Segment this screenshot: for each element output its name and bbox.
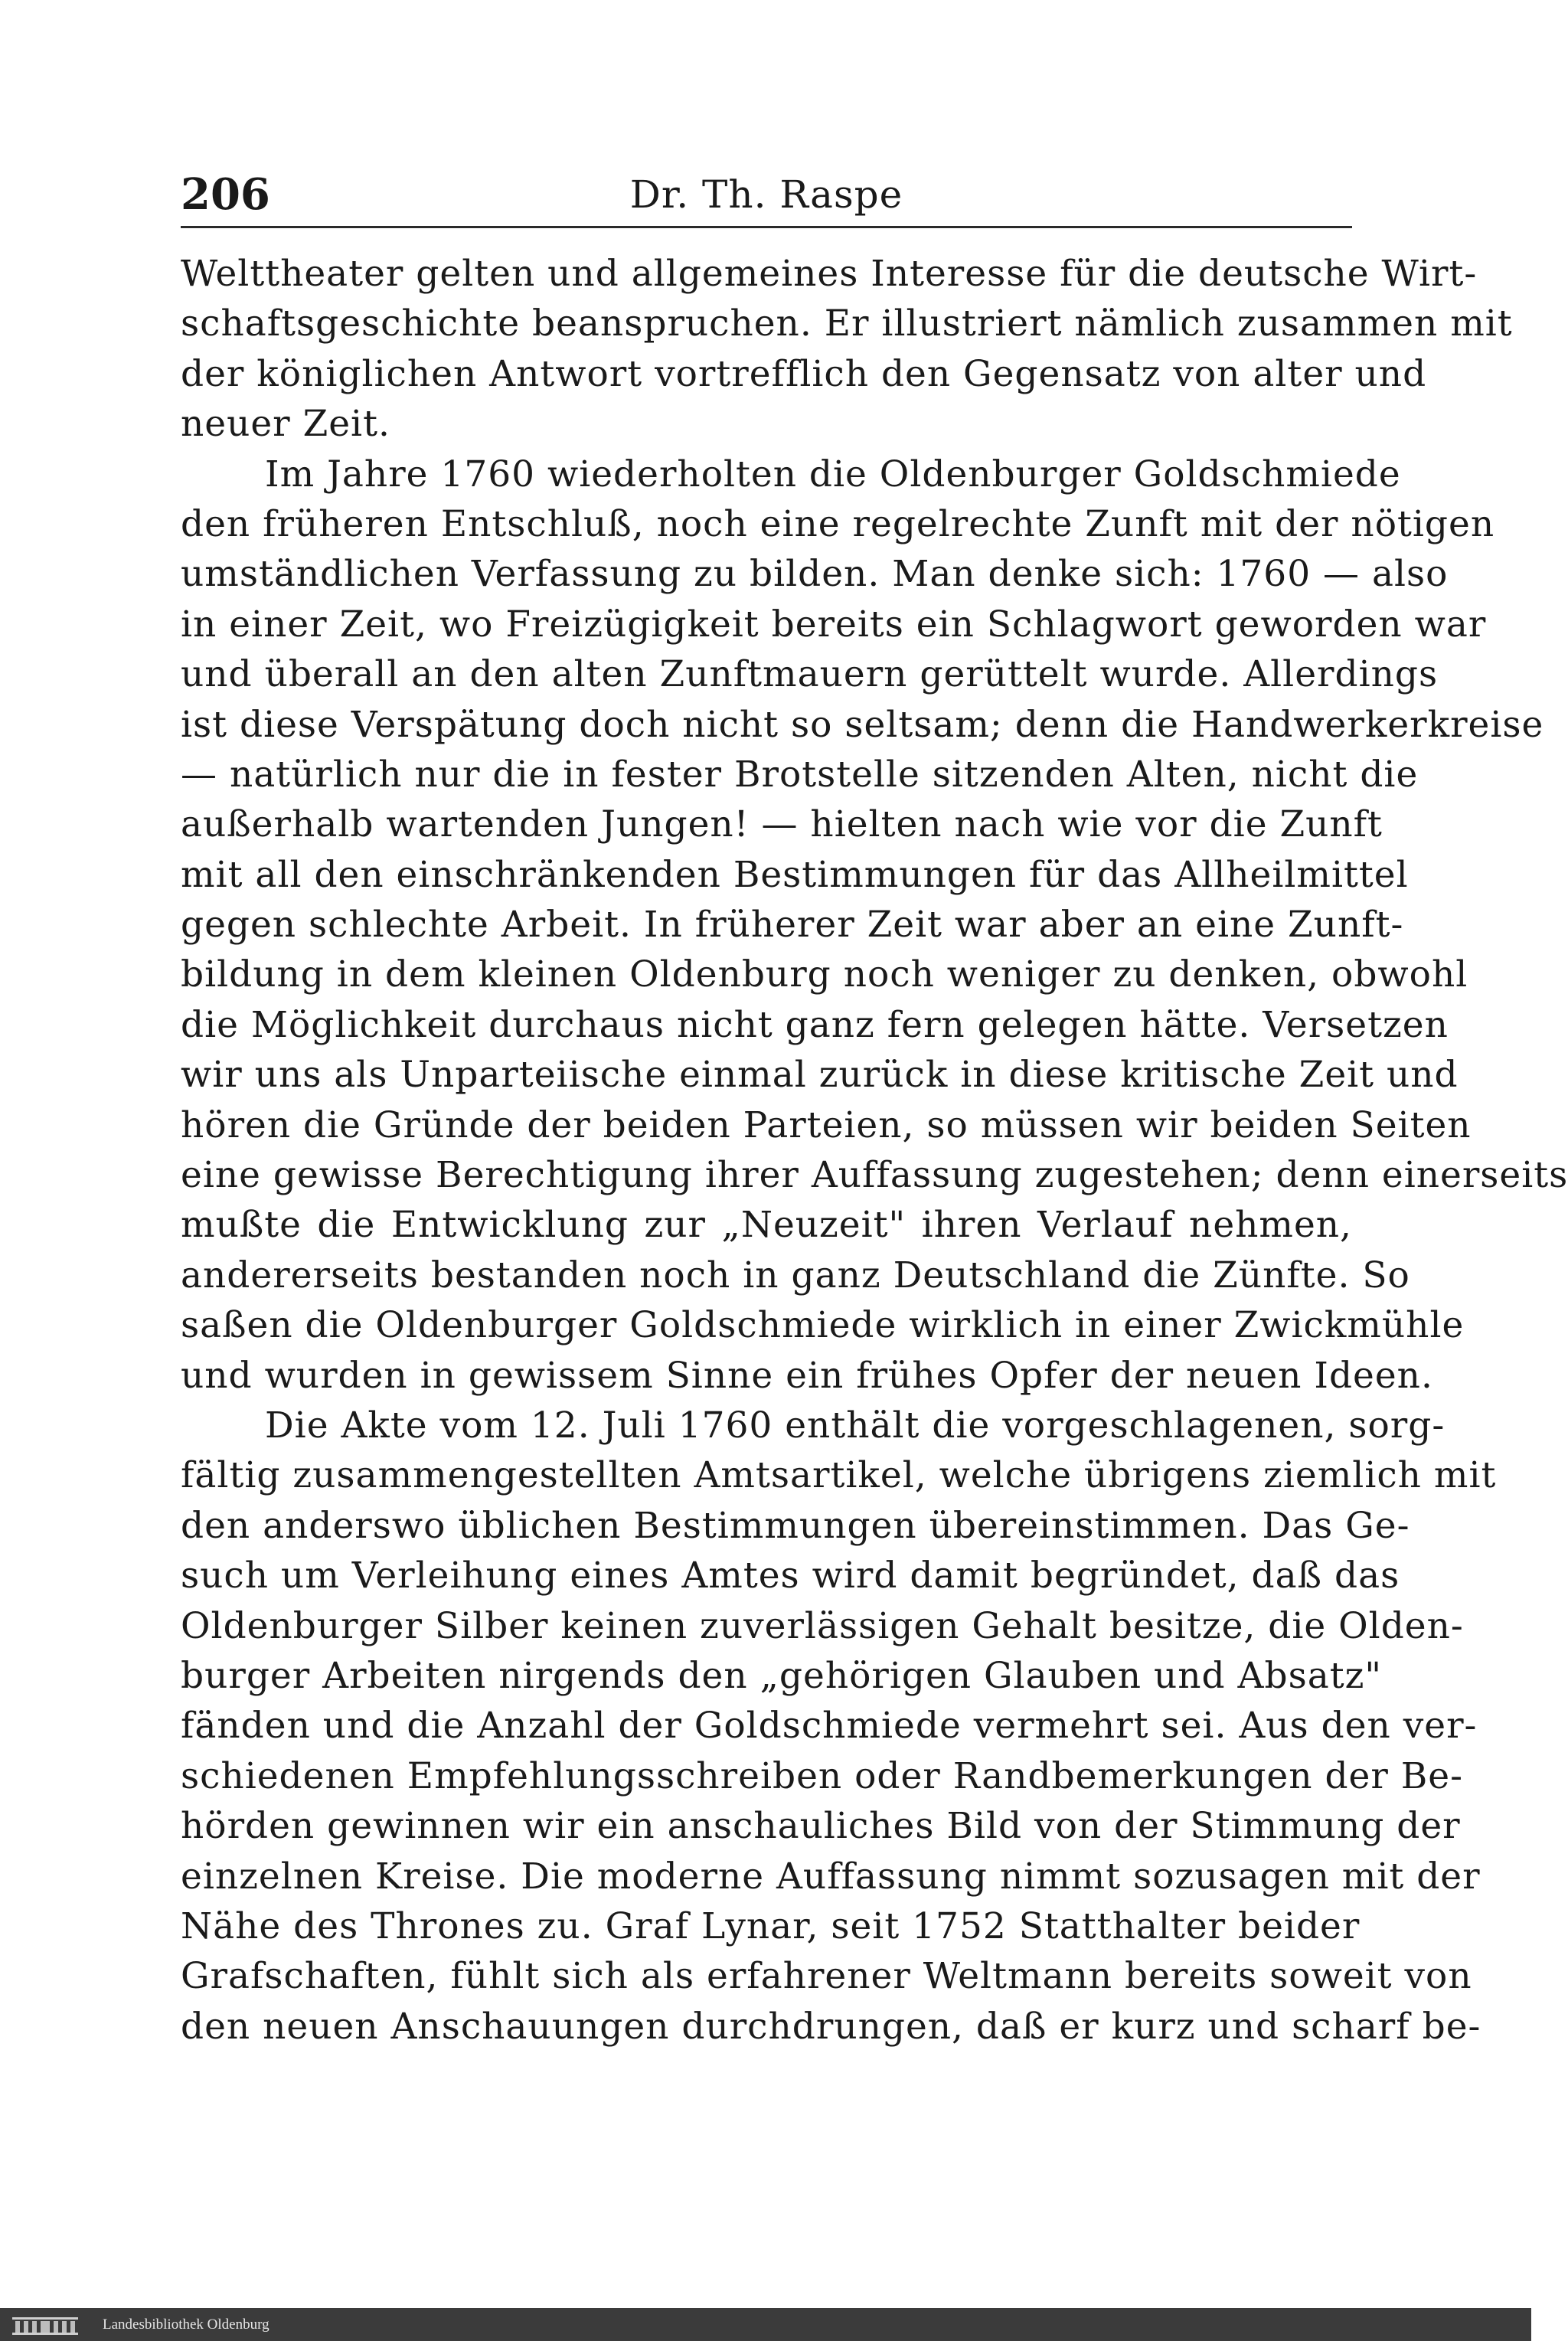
text-line: Welttheater gelten und allgemeines Interesse für die deutsche Wirt- <box>181 253 1478 295</box>
text-line: — natürlich nur die in fester Brotstelle sitzenden Alten, nicht die <box>181 753 1419 796</box>
text-line: mußte die Entwicklung zur „Neuzeit" ihren Verlauf nehmen, <box>181 1204 1352 1247</box>
text-line: hörden gewinnen wir ein anschauliches Bild von der Stimmung der <box>181 1805 1461 1848</box>
text-line: fänden und die Anzahl der Goldschmiede vermehrt sei. Aus den ver- <box>181 1705 1478 1748</box>
text-line: ist diese Verspätung doch nicht so seltsam; denn die Handwerkerkreise <box>181 703 1544 746</box>
text-line: den früheren Entschluß, noch eine regelrechte Zunft mit der nötigen <box>181 502 1495 545</box>
text-line: die Möglichkeit durchaus nicht ganz fern gelegen hätte. Versetzen <box>181 1003 1449 1046</box>
text-line: wir uns als Unparteiische einmal zurück in diese kritische Zeit und <box>181 1054 1459 1097</box>
text-line: Im Jahre 1760 wiederholten die Oldenburger Goldschmiede <box>265 453 1401 495</box>
text-line: andererseits bestanden noch in ganz Deutschland die Zünfte. So <box>181 1254 1410 1296</box>
text-line: umständlichen Verfassung zu bilden. Man denke sich: 1760 — also <box>181 553 1449 596</box>
text-line: neuer Zeit. <box>181 403 390 446</box>
text-line: Grafschaften, fühlt sich als erfahrener Weltmann bereits soweit von <box>181 1955 1472 1998</box>
text-line: in einer Zeit, wo Freizügigkeit bereits ein Schlagwort geworden war <box>181 603 1487 646</box>
text-line: und überall an den alten Zunftmauern gerüttelt wurde. Allerdings <box>181 653 1439 696</box>
text-line: burger Arbeiten nirgends den „gehörigen Glauben und Absatz" <box>181 1654 1382 1697</box>
library-footer-bar <box>0 2308 1531 2341</box>
page-header <box>181 164 1352 225</box>
text-line: bildung in dem kleinen Oldenburg noch weniger zu denken, obwohl <box>181 953 1468 996</box>
header-rule <box>181 226 1352 228</box>
text-line: der königlichen Antwort vortrefflich den Gegensatz von alter und <box>181 352 1427 395</box>
text-line: eine gewisse Berechtigung ihrer Auffassung zugestehen; denn einerseits <box>181 1154 1568 1197</box>
text-line: schiedenen Empfehlungsschreiben oder Randbemerkungen der Be- <box>181 1754 1463 1797</box>
running-head: Dr. Th. Raspe <box>629 172 903 217</box>
body-text <box>181 249 1568 2052</box>
text-line: und wurden in gewissem Sinne ein frühes Opfer der neuen Ideen. <box>181 1354 1433 1397</box>
text-line: gegen schlechte Arbeit. In früherer Zeit war aber an eine Zunft- <box>181 904 1404 947</box>
text-line: hören die Gründe der beiden Parteien, so müssen wir beiden Seiten <box>181 1103 1472 1146</box>
text-line: Oldenburger Silber keinen zuverlässigen Gehalt besitze, die Olden- <box>181 1604 1464 1647</box>
text-line: den neuen Anschauungen durchdrungen, daß er kurz und scharf be- <box>181 2005 1481 2048</box>
text-line: schaftsgeschichte beanspruchen. Er illustriert nämlich zusammen mit <box>181 302 1513 345</box>
text-line: den anderswo üblichen Bestimmungen übereinstimmen. Das Ge- <box>181 1504 1410 1547</box>
page-number: 206 <box>181 169 270 220</box>
text-line: Die Akte vom 12. Juli 1760 enthält die vorgeschlagenen, sorg- <box>265 1404 1446 1447</box>
text-line: Nähe des Thrones zu. Graf Lynar, seit 1752 Statthalter beider <box>181 1905 1361 1947</box>
text-line: saßen die Oldenburger Goldschmiede wirklich in einer Zwickmühle <box>181 1304 1465 1347</box>
library-name: Landesbibliothek Oldenburg <box>103 2316 270 2333</box>
text-line: außerhalb wartenden Jungen! — hielten nach wie vor die Zunft <box>181 803 1383 846</box>
text-line: mit all den einschränkenden Bestimmungen für das Allheilmittel <box>181 853 1409 896</box>
text-line: fältig zusammengestellten Amtsartikel, welche übrigens ziemlich mit <box>181 1454 1497 1497</box>
text-line: such um Verleihung eines Amtes wird damit begründet, daß das <box>181 1555 1400 1597</box>
library-building-icon <box>11 2314 80 2336</box>
text-line: einzelnen Kreise. Die moderne Auffassung nimmt sozusagen mit der <box>181 1855 1481 1898</box>
